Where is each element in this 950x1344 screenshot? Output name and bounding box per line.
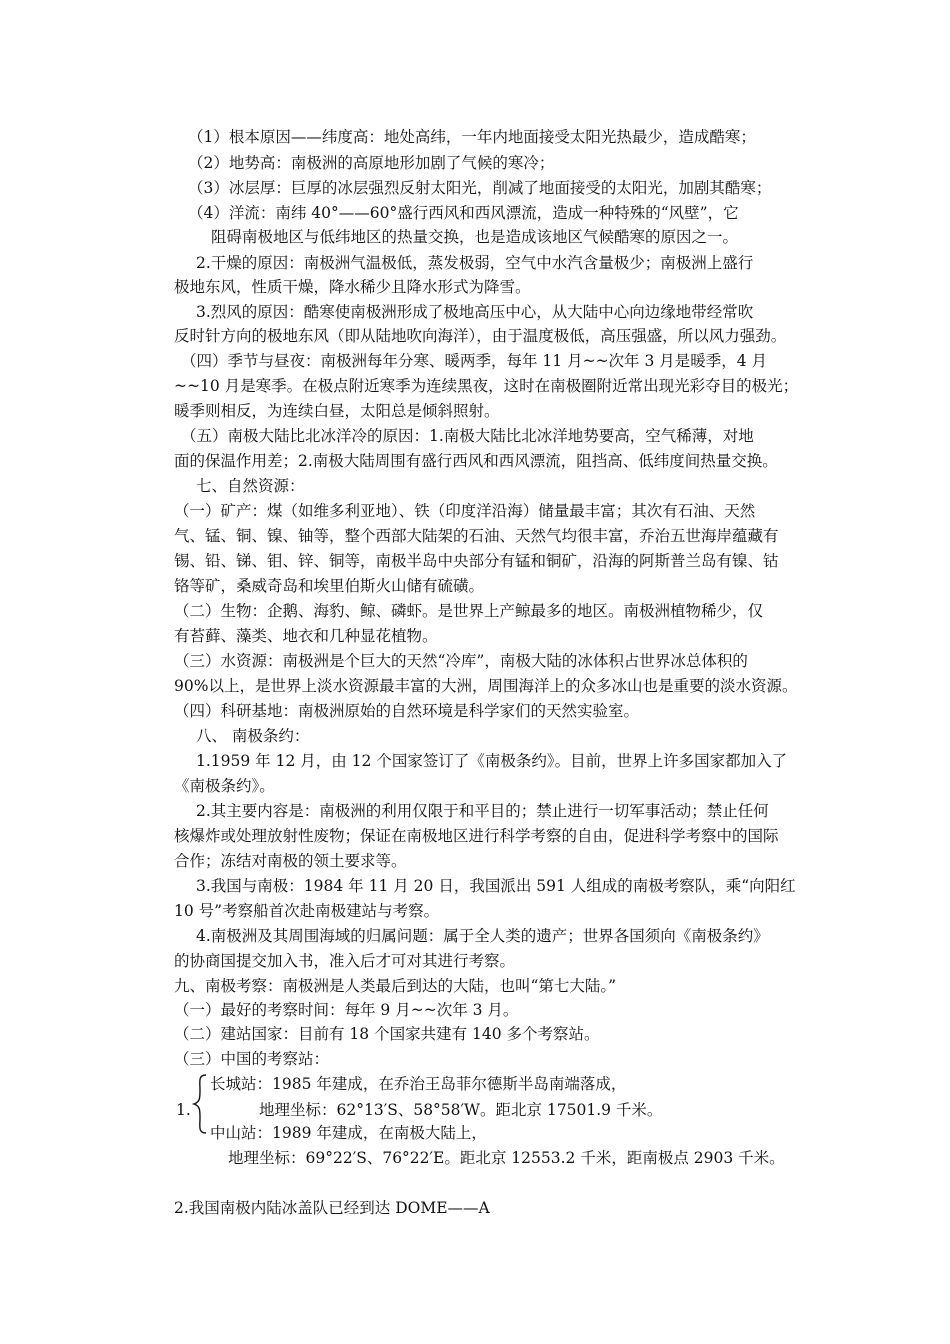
research-base: （四）科研基地：南极洲原始的自然环境是科学家们的天然实验室。 [174,702,640,720]
colder-reason-cont: 面的保温作用差；2.南极大陆周围有盛行西风和西风漂流，阻挡高、低纬度间热量交换。 [174,452,778,470]
climate-cause-1: （1）根本原因——纬度高：地处高纬，一年内地面接受太阳光热最少，造成酷寒； [188,128,756,146]
section-9-title: 九、南极考察：南极洲是人类最后到达的大陆，也叫“第七大陆。” [174,977,617,995]
minerals-cont-2: 锡、铅、锑、钼、锌、铜等，南极半岛中央部分有锰和铜矿，沿海的阿斯普兰岛有镍、钴 [174,552,779,570]
treaty-3-cont: 10 号”考察船首次赴南极建站与考察。 [174,902,440,920]
treaty-2-cont-2: 合作；冻结对南极的领土要求等。 [174,852,407,870]
climate-cause-2: （2）地势高：南极洲的高原地形加剧了气候的寒冷； [188,154,555,172]
treaty-1: 1.1959 年 12 月，由 12 个国家签订了《南极条约》。目前，世界上许多国家都加入了 [196,752,788,770]
climate-cause-4: （4）洋流：南纬 40°——60°盛行西风和西风漂流，造成一种特殊的“风壁”，它 [188,204,739,222]
zhongshan-coordinates: 地理坐标：69°22′S、76°22′E。距北京 12553.2 千米，距南极点 2903 千米。 [228,1149,785,1167]
colder-reason: （五）南极大陆比北冰洋冷的原因：1.南极大陆比北冰洋地势要高，空气稀薄，对地 [181,427,754,445]
station-countries: （二）建站国家：目前有 18 个国家共建有 140 多个考察站。 [174,1025,600,1043]
minerals-cont-3: 铬等矿，桑威奇岛和埃里伯斯火山储有硫磺。 [174,577,485,595]
section-7-title: 七、自然资源： [196,477,305,495]
biology-cont: 有苔藓、藻类、地衣和几种显花植物。 [174,627,438,645]
treaty-3: 3.我国与南极：1984 年 11 月 20 日，我国派出 591 人组成的南极考察队，乘“向阳红 [196,877,796,895]
best-time: （一）最好的考察时间：每年 9 月~~次年 3 月。 [174,1001,519,1019]
treaty-2-cont-1: 核爆炸或处理放射性废物；保证在南极地区进行科学考察的自由，促进科学考察中的国际 [174,827,779,845]
minerals-cont-1: 气、锰、铜、镍、铀等，整个西部大陆架的石油、天然气均很丰富，乔治五世海岸蕴藏有 [174,527,779,545]
inland-expedition: 2.我国南极内陆冰盖队已经到达 DOME——A [174,1199,490,1217]
seasons-cont-1: ~~10 月是寒季。在极点附近寒季为连续黑夜，这时在南极圈附近常出现光彩夺目的极光； [174,377,799,395]
great-wall-coordinates: 地理坐标：62°13′S、58°58′W。距北京 17501.9 千米。 [259,1101,663,1119]
dryness-cause-cont: 极地东风，性质干燥，降水稀少且降水形式为降雪。 [174,278,531,296]
climate-cause-4-cont: 阻碍南极地区与低纬地区的热量交换，也是造成该地区气候酷寒的原因之一。 [211,228,739,246]
curly-brace-icon [192,1074,208,1134]
zhongshan-station: 中山站：1989 年建成，在南极大陆上， [210,1124,487,1142]
treaty-4: 4.南极洲及其周围海域的归属问题：属于全人类的遗产；世界各国须向《南极条约》 [196,927,769,945]
treaty-2: 2.其主要内容是：南极洲的利用仅限于和平目的；禁止进行一切军事活动；禁止任何 [196,802,769,820]
water-resources-cont: 90%以上，是世界上淡水资源最丰富的大洲，周围海洋上的众多冰山也是重要的淡水资源。 [174,677,798,695]
great-wall-station: 长城站：1985 年建成，在乔治王岛菲尔德斯半岛南端落成， [210,1075,627,1093]
treaty-1-cont: 《南极条约》。 [174,777,275,795]
minerals: （一）矿产：煤（如维多利亚地）、铁（印度洋沿海）储量最丰富；其次有石油、天然 [174,502,756,520]
seasons-cont-2: 暖季则相反，为连续白昼，太阳总是倾斜照射。 [174,402,500,420]
wind-cause: 3.烈风的原因：酷寒使南极洲形成了极地高压中心，从大陆中心向边缘地带经常吹 [196,303,754,321]
dryness-cause: 2.干燥的原因：南极洲气温极低，蒸发极弱，空气中水汽含量极少；南极洲上盛行 [196,254,754,272]
item-number-1: 1. [176,1101,191,1119]
climate-cause-3: （3）冰层厚：巨厚的冰层强烈反射太阳光，削减了地面接受的太阳光，加剧其酷寒； [188,179,772,197]
china-stations-heading: （三）中国的考察站： [174,1050,330,1068]
section-8-title: 八、 南极条约： [196,727,310,745]
biology: （二）生物：企鹅、海豹、鲸、磷虾。是世界上产鲸最多的地区。南极洲植物稀少，仅 [174,602,764,620]
water-resources: （三）水资源：南极洲是个巨大的天然“冷库”，南极大陆的冰体积占世界冰总体积的 [174,652,748,670]
seasons-heading: （四）季节与昼夜：南极洲每年分寒、暖两季，每年 11 月~~次年 3 月是暖季，4 月 [181,352,768,370]
treaty-4-cont: 的协商国提交加入书，准入后才可对其进行考察。 [174,952,516,970]
wind-cause-cont: 反时针方向的极地东风（即从陆地吹向海洋），由于温度极低，高压强盛，所以风力强劲。 [174,327,787,345]
